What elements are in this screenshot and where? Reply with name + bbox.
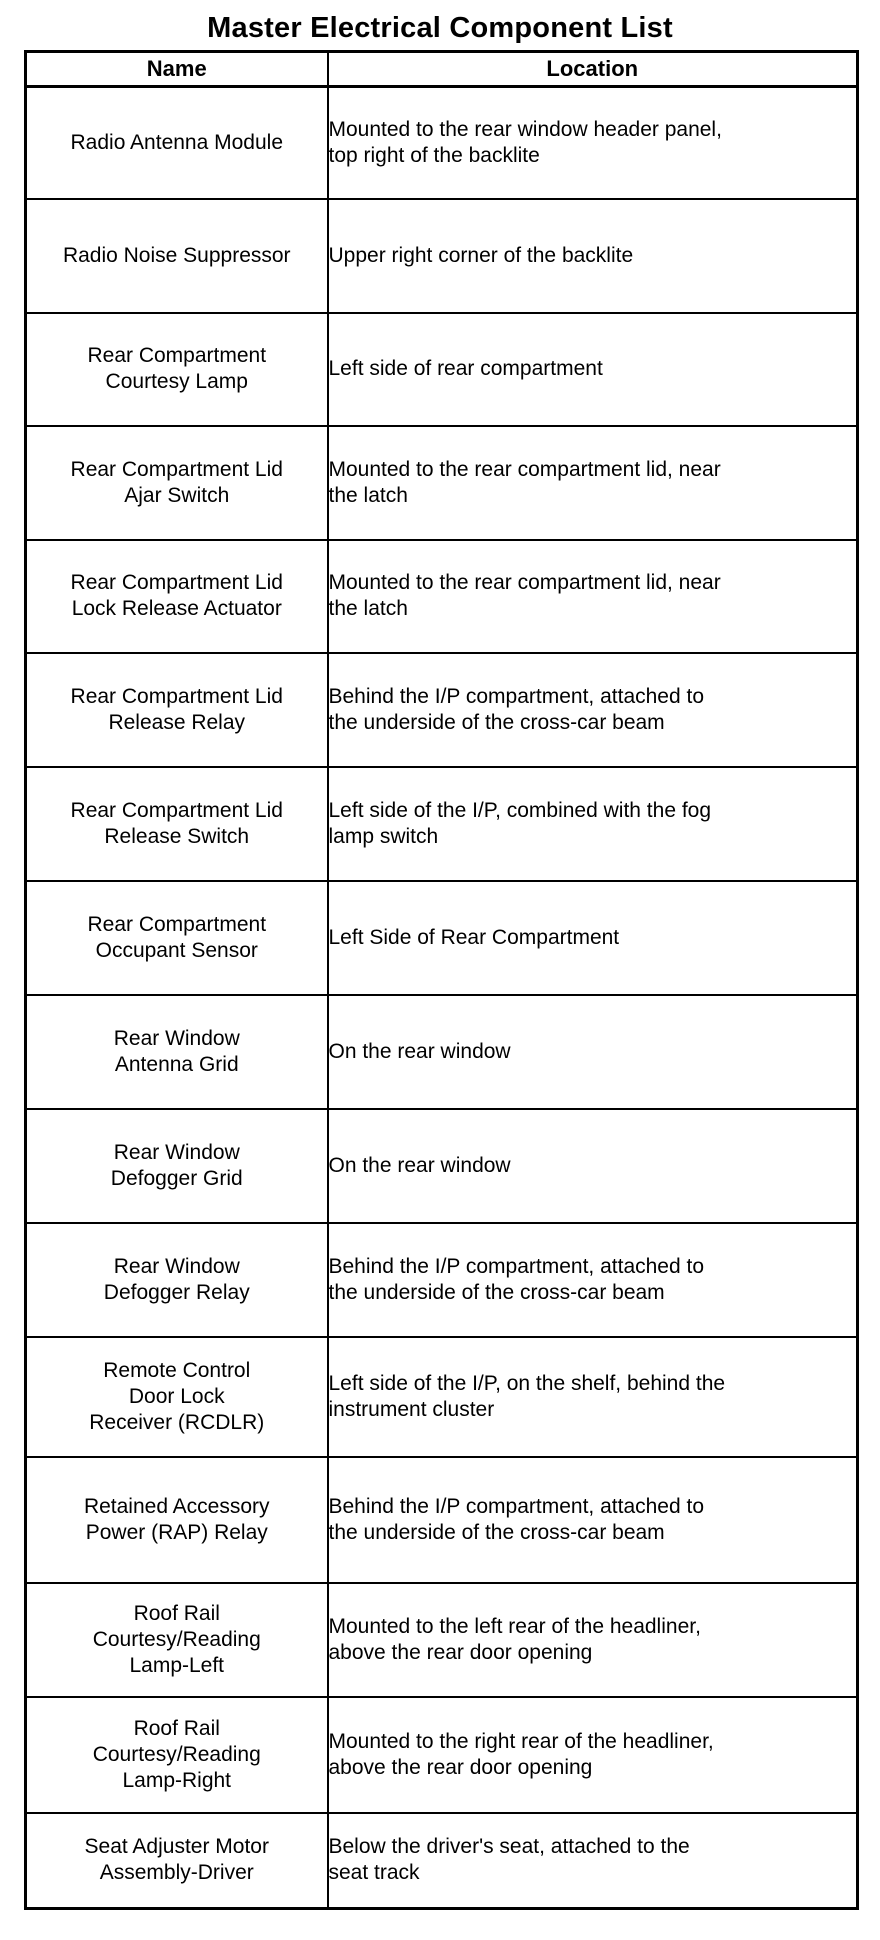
component-name: Seat Adjuster Motor Assembly-Driver — [84, 1835, 269, 1885]
table-row — [26, 1337, 858, 1457]
component-name: Retained Accessory Power (RAP) Relay — [83, 1494, 270, 1544]
component-name-cell — [26, 1109, 328, 1223]
component-name-cell — [26, 1337, 328, 1457]
component-location: Upper right corner of the backlite — [328, 243, 634, 267]
table-header-row — [26, 52, 858, 87]
component-name: Remote Control Door Lock Receiver (RCDLR) — [89, 1358, 265, 1434]
component-location: Behind the I/P compartment, attached to the underside of the cross-car beam — [328, 1254, 705, 1304]
component-location: Mounted to the right rear of the headliner, above the rear door opening — [328, 1729, 714, 1779]
component-name-cell — [26, 995, 328, 1109]
component-location: On the rear window — [328, 1039, 511, 1063]
table-row — [26, 653, 858, 767]
component-location-cell — [328, 313, 858, 426]
component-location-cell — [328, 1109, 858, 1223]
component-name: Rear Window Defogger Relay — [103, 1254, 250, 1304]
table-row — [26, 1223, 858, 1337]
component-location-cell — [328, 881, 858, 995]
component-location-cell — [328, 653, 858, 767]
component-location: Mounted to the rear compartment lid, near the latch — [328, 571, 721, 620]
component-name-cell — [26, 653, 328, 767]
table-row — [26, 1109, 858, 1223]
component-location-cell — [328, 1583, 858, 1697]
component-name-cell — [26, 1813, 328, 1909]
component-name-cell — [26, 199, 328, 313]
component-location-cell — [328, 1813, 858, 1909]
component-location-cell — [328, 540, 858, 653]
table-row — [26, 87, 858, 199]
table-row — [26, 1583, 858, 1697]
table-row — [26, 881, 858, 995]
component-location: Left side of the I/P, on the shelf, behind the instrument cluster — [328, 1371, 726, 1421]
component-location: Left side of the I/P, combined with the fog lamp switch — [328, 798, 712, 848]
table-row — [26, 540, 858, 653]
component-name-cell — [26, 881, 328, 995]
component-location: On the rear window — [328, 1153, 511, 1177]
component-location-cell — [328, 1697, 858, 1813]
component-name-cell — [26, 1583, 328, 1697]
table-row — [26, 1457, 858, 1583]
component-name-cell — [26, 313, 328, 426]
component-name: Radio Noise Suppressor — [62, 243, 291, 267]
component-name: Rear Window Defogger Grid — [110, 1140, 243, 1190]
component-table — [24, 50, 859, 1910]
component-name-cell — [26, 426, 328, 540]
table-row — [26, 767, 858, 881]
table-row — [26, 313, 858, 426]
component-location: Behind the I/P compartment, attached to the underside of the cross-car beam — [328, 684, 705, 734]
component-name-cell — [26, 540, 328, 653]
component-name: Roof Rail Courtesy/Reading Lamp-Left — [92, 1601, 261, 1677]
component-location: Mounted to the rear window header panel, top right of the backlite — [328, 117, 722, 167]
component-location: Mounted to the left rear of the headliner, above the rear door opening — [328, 1614, 701, 1664]
component-location-cell — [328, 199, 858, 313]
component-name-cell — [26, 87, 328, 199]
component-location: Mounted to the rear compartment lid, near the latch — [328, 457, 721, 507]
component-name: Rear Compartment Courtesy Lamp — [87, 344, 267, 393]
component-name: Rear Compartment Lid Ajar Switch — [70, 457, 283, 507]
column-header-name: Name — [26, 52, 328, 87]
component-location: Left Side of Rear Compartment — [328, 925, 620, 949]
table-row — [26, 199, 858, 313]
component-location-cell — [328, 995, 858, 1109]
component-location-cell — [328, 426, 858, 540]
component-name-cell — [26, 1223, 328, 1337]
component-location: Below the driver's seat, attached to the seat track — [328, 1835, 690, 1885]
component-name: Rear Window Antenna Grid — [113, 1026, 240, 1076]
table-row — [26, 1697, 858, 1813]
table-row — [26, 1813, 858, 1909]
page-title: Master Electrical Component List — [207, 12, 673, 44]
component-name-cell — [26, 1457, 328, 1583]
component-name: Rear Compartment Occupant Sensor — [87, 912, 267, 962]
component-name: Radio Antenna Module — [70, 130, 283, 154]
component-name: Roof Rail Courtesy/Reading Lamp-Right — [92, 1716, 261, 1792]
component-location-cell — [328, 1337, 858, 1457]
component-location-cell — [328, 767, 858, 881]
component-location-cell — [328, 1223, 858, 1337]
table-row — [26, 426, 858, 540]
component-location-cell — [328, 87, 858, 199]
component-name-cell — [26, 767, 328, 881]
component-location: Behind the I/P compartment, attached to the underside of the cross-car beam — [328, 1494, 705, 1544]
component-name: Rear Compartment Lid Lock Release Actuator — [70, 571, 283, 620]
component-name: Rear Compartment Lid Release Relay — [70, 684, 283, 734]
component-name-cell — [26, 1697, 328, 1813]
component-location-cell — [328, 1457, 858, 1583]
component-name: Rear Compartment Lid Release Switch — [70, 798, 283, 848]
component-location: Left side of rear compartment — [328, 357, 603, 380]
table-row — [26, 995, 858, 1109]
column-header-location: Location — [328, 52, 858, 87]
